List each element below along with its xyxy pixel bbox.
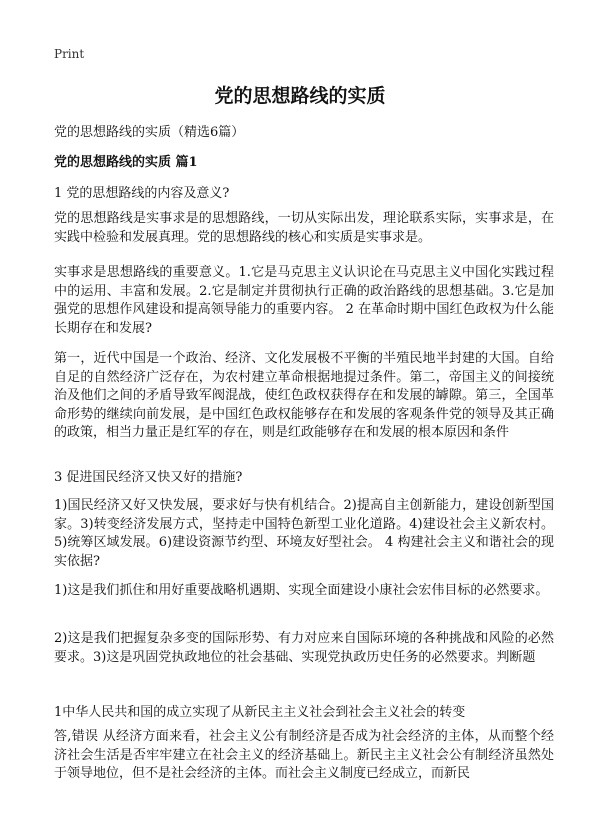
subtitle: 党的思想路线的实质（精选6篇） bbox=[54, 125, 245, 140]
question-3: 3 促进国民经济又快又好的措施? bbox=[54, 470, 243, 485]
paragraph-3: 第一，近代中国是一个政治、经济、文化发展极不平衡的半殖民地半封建的大国。自给自足的自然经济广泛存在，为农村建立革命根据地提过条件。第二，帝国主义的间接统治及他们之间的矛盾导致军阀混战，使红色政权获得存在和发展的罅隙。第三，全国革命形势的继续向前发展，是中国红色政权能够存在和发展的客观条件党的领导及其正确的政策，相当力量正是红军的存在，则是红政能够存在和发展的根本原因和条件 bbox=[54, 351, 554, 440]
question-1: 1 党的思想路线的内容及意义? bbox=[54, 186, 230, 201]
page-title: 党的思想路线的实质 bbox=[214, 85, 386, 107]
print-link[interactable]: Print bbox=[54, 47, 85, 61]
paragraph-5: 1)这是我们抓住和用好重要战略机遇期、实现全面建设小康社会宏伟目标的必然要求。 bbox=[54, 583, 549, 598]
paragraph-6: 2)这是我们把握复杂多变的国际形势、有力对应来自国际环境的各种挑战和风险的必然要求。3)这是巩固党执政地位的社会基础、实现党执政历史任务的必然要求。判断题 bbox=[54, 631, 554, 665]
judgment-item-1: 1中华人民共和国的成立实现了从新民主主义社会到社会主义社会的转变 bbox=[54, 705, 466, 720]
paragraph-4: 1)国民经济又好又快发展，要求好与快有机结合。2)提高自主创新能力，建设创新型国家。3)转变经济发展方式，坚持走中国特色新型工业化道路。4)建设社会主义新农村。5)统筹区域发展。6)建设资源节约型、环境友好型社会。 4 构建社会主义和谐社会的现实依据? bbox=[54, 498, 554, 569]
paragraph-1: 党的思想路线是实事求是的思想路线，一切从实际出发，理论联系实际，实事求是，在实践中检验和发展真理。党的思想路线的核心和实质是实事求是。 bbox=[54, 211, 554, 245]
paragraph-2: 实事求是思想路线的重要意义。1.它是马克思主义认识论在马克思主义中国化实践过程中的运用、丰富和发展。2.它是制定并贯彻执行正确的政治路线的思想基础。3.它是加强党的思想作风建设和提高领导能力的重要内容。 2 在革命时期中国红色政权为什么能长期存在和发展? bbox=[54, 265, 554, 336]
section-heading: 党的思想路线的实质 篇1 bbox=[54, 155, 198, 170]
paragraph-8: 答,错误 从经济方面来看，社会主义公有制经济是否成为社会经济的主体，从而整个经济社会生活是否牢牢建立在社会主义的经济基础上。新民主主义社会公有制经济虽然处于领导地位，但不是社会经济的主体。而社会主义制度已经成立，而新民 bbox=[54, 729, 554, 781]
